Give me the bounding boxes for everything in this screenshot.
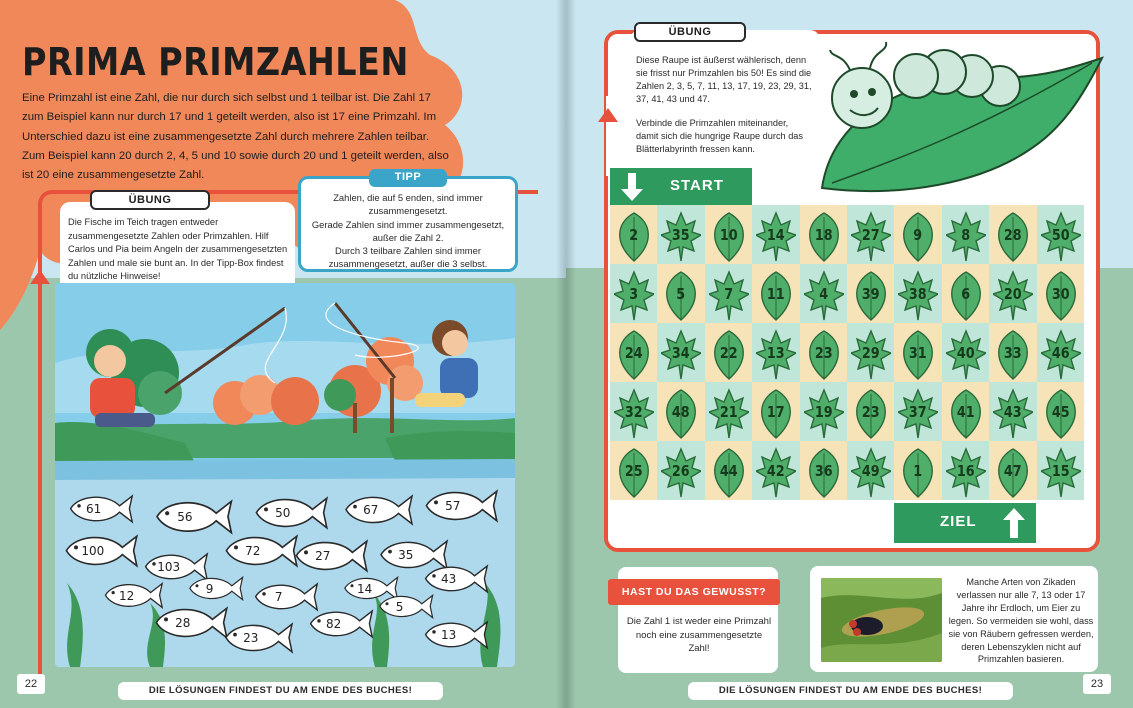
maze-cell-number: 25	[624, 461, 643, 480]
fish[interactable]	[290, 538, 370, 574]
maze-cell[interactable]	[610, 205, 657, 264]
cicada-photo	[821, 578, 942, 662]
fish-number: 9	[205, 581, 214, 596]
maze-cell[interactable]	[989, 323, 1036, 382]
maze-cell-number: 22	[719, 343, 738, 362]
frame-arrow-icon	[30, 270, 50, 290]
maze-cell[interactable]	[752, 264, 799, 323]
maze-cell-number: 24	[624, 343, 643, 362]
page-number-left: 22	[17, 674, 45, 694]
maze-cell-number: 14	[767, 225, 785, 244]
maze-cell[interactable]	[894, 441, 941, 500]
page-number-right: 23	[1083, 674, 1111, 694]
fish[interactable]	[60, 533, 140, 569]
fish[interactable]	[420, 619, 490, 651]
tip-line: Gerade Zahlen sind immer zusammengesetzt, außer die Zahl 2.	[311, 218, 505, 243]
exercise-tag-right: ÜBUNG	[634, 22, 746, 42]
maze-cell-number: 17	[767, 402, 785, 421]
fish-number: 7	[274, 590, 283, 604]
maze-cell-number: 43	[1004, 402, 1022, 421]
maze-cell-number: 32	[624, 402, 643, 421]
cicada-text: Manche Arten von Zikaden verlassen nur alle 7, 13 oder 17 Jahre ihr Erdloch, um Eier zu legen. So vermeiden sie wohl, dass sie von Räubern gefressen werden, deren Lebenszyklen nicht auf Primzahlen basieren.	[948, 577, 1094, 665]
fish-number: 28	[175, 616, 191, 630]
maze-cell-number: 28	[1004, 225, 1022, 244]
maze-cell[interactable]	[942, 323, 989, 382]
maze-cell[interactable]	[610, 264, 657, 323]
maze-cell-number: 33	[1004, 343, 1022, 362]
maze-cell[interactable]	[800, 323, 847, 382]
maze-cell-number: 8	[961, 225, 970, 244]
fish[interactable]	[420, 488, 500, 524]
maze-cell[interactable]	[847, 441, 894, 500]
maze-cell-number: 1	[913, 461, 923, 480]
fish-number: 103	[157, 560, 181, 574]
exercise-tag: ÜBUNG	[90, 190, 210, 210]
maze-cell-number: 15	[1051, 461, 1070, 480]
exercise-text-right	[636, 54, 812, 167]
maze-cell[interactable]	[1037, 205, 1084, 264]
maze-cell[interactable]	[1037, 441, 1084, 500]
maze-cell[interactable]	[942, 382, 989, 441]
maze-cell[interactable]	[847, 264, 894, 323]
maze-cell[interactable]	[657, 323, 704, 382]
caterpillar-on-leaf-illustration	[812, 38, 1112, 198]
fish[interactable]	[305, 608, 375, 640]
maze-cell[interactable]	[752, 382, 799, 441]
maze-cell-number: 27	[861, 225, 880, 244]
maze-cell[interactable]	[610, 382, 657, 441]
maze-cell[interactable]	[610, 441, 657, 500]
maze-cell-number: 16	[956, 461, 975, 480]
maze-cell[interactable]	[705, 382, 752, 441]
fish[interactable]	[250, 495, 330, 531]
fish[interactable]	[185, 575, 245, 602]
fish[interactable]	[220, 533, 300, 569]
maze-cell-number: 5	[676, 284, 686, 303]
maze-cell-number: 48	[672, 402, 690, 421]
maze-goal-banner	[894, 503, 1036, 543]
maze-cell-number: 44	[719, 461, 738, 480]
fish-number: 61	[86, 502, 102, 516]
maze-cell-number: 39	[861, 284, 880, 303]
maze-cell-number: 36	[814, 461, 833, 480]
maze-cell-number: 30	[1051, 284, 1070, 303]
maze-cell[interactable]	[942, 205, 989, 264]
maze-cell-number: 19	[814, 402, 833, 421]
fact-tag: HAST DU DAS GEWUSST?	[608, 579, 780, 605]
maze-cell[interactable]	[705, 441, 752, 500]
maze-cell[interactable]	[1037, 382, 1084, 441]
maze-cell[interactable]	[752, 323, 799, 382]
fish-number: 14	[356, 581, 373, 596]
fact-text: Die Zahl 1 ist weder eine Primzahl noch eine zusammengesetzte Zahl!	[626, 616, 772, 654]
fish[interactable]	[150, 605, 230, 641]
maze-cell[interactable]	[847, 323, 894, 382]
maze-cell[interactable]	[705, 264, 752, 323]
maze-cell[interactable]	[1037, 323, 1084, 382]
maze-cell-number: 47	[1004, 461, 1022, 480]
fish-number: 23	[243, 631, 259, 645]
maze-cell[interactable]	[894, 264, 941, 323]
footer-right: DIE LÖSUNGEN FINDEST DU AM ENDE DES BUCHES!	[688, 682, 1013, 700]
maze-cell-number: 37	[909, 402, 927, 421]
fish-number: 100	[81, 544, 105, 558]
maze-cell-number: 3	[629, 284, 639, 303]
exercise-paragraph: Diese Raupe ist äußerst wählerisch, denn sie frisst nur Primzahlen bis 50! Es sind die Zahlen 2, 3, 5, 7, 11, 13, 17, 19, 23, 29, 31, 37, 41, 43 und 47.	[636, 55, 812, 104]
page-title: PRIMA PRIMZAHLEN	[22, 40, 409, 84]
maze-cell-number: 50	[1051, 225, 1070, 244]
fish-number: 56	[177, 510, 193, 524]
fish-number: 57	[445, 499, 461, 513]
maze-cell-number: 49	[861, 461, 880, 480]
maze-cell[interactable]	[800, 441, 847, 500]
fish[interactable]	[65, 493, 135, 525]
maze-cell[interactable]	[989, 205, 1036, 264]
maze-cell-number: 21	[719, 402, 738, 421]
start-label: START	[670, 177, 724, 194]
fish[interactable]	[150, 498, 235, 536]
maze-cell-number: 9	[913, 225, 923, 244]
maze-cell-number: 18	[814, 225, 833, 244]
arrow-up-icon	[1002, 508, 1026, 538]
intro-text: Eine Primzahl ist eine Zahl, die nur durch sich selbst und 1 teilbar ist. Die Zahl 17 zum Beispiel kann nur durch 17 und 1 geteilt werden, also ist 17 eine Primzahl. Im Unterschied dazu ist eine zusammengesetzte Zahl durch mehrere Zahlen teilbar. Zum Beispiel kann 20 durch 2, 4, 5 und 10 sowie durch 20 und 1 geteilt werden, also ist 20 eine zusammengesetzte Zahl.	[22, 92, 449, 182]
fish-number: 50	[275, 506, 291, 520]
maze-cell[interactable]	[752, 205, 799, 264]
maze-cell-number: 29	[861, 343, 880, 362]
tip-tag: TIPP	[369, 169, 447, 187]
maze-cell-number: 41	[956, 402, 975, 421]
leaf-maze	[610, 205, 1084, 500]
maze-cell-number: 40	[956, 343, 975, 362]
fish[interactable]	[340, 493, 415, 527]
maze-cell-number: 4	[818, 284, 828, 303]
maze-cell-number: 23	[861, 402, 880, 421]
maze-cell[interactable]	[610, 323, 657, 382]
maze-cell[interactable]	[942, 264, 989, 323]
maze-cell-number: 6	[961, 284, 970, 303]
cicada-image	[821, 578, 942, 662]
maze-cell[interactable]	[800, 264, 847, 323]
fish-number: 27	[315, 549, 331, 563]
exercise-box-right	[630, 26, 820, 155]
fish-number: 43	[441, 572, 457, 586]
maze-cell-number: 11	[767, 284, 785, 303]
maze-cell[interactable]	[800, 205, 847, 264]
maze-cell-number: 10	[719, 225, 738, 244]
maze-cell-number: 26	[672, 461, 690, 480]
maze-cell[interactable]	[989, 264, 1036, 323]
book-spine	[556, 0, 576, 708]
maze-cell[interactable]	[894, 323, 941, 382]
tip-line: Durch 3 teilbare Zahlen sind immer zusammengesetzt, außer die 3 selbst.	[328, 245, 488, 270]
goal-label: ZIEL	[940, 513, 977, 530]
left-page	[0, 0, 566, 708]
maze-cell[interactable]	[989, 382, 1036, 441]
fish[interactable]	[420, 563, 490, 595]
maze-cell-number: 2	[629, 225, 639, 244]
tip-text	[305, 191, 511, 271]
maze-cell[interactable]	[657, 264, 704, 323]
footer-left: DIE LÖSUNGEN FINDEST DU AM ENDE DES BUCHES!	[118, 682, 443, 700]
maze-cell-number: 45	[1051, 402, 1070, 421]
fish-number: 67	[363, 503, 379, 517]
maze-cell[interactable]	[657, 441, 704, 500]
maze-cell[interactable]	[847, 205, 894, 264]
maze-cell-number: 42	[767, 461, 785, 480]
maze-cell[interactable]	[894, 382, 941, 441]
cicada-box	[810, 566, 1098, 672]
maze-cell[interactable]	[752, 441, 799, 500]
maze-cell[interactable]	[1037, 264, 1084, 323]
fish-number: 5	[395, 599, 404, 614]
maze-start-banner	[610, 168, 752, 206]
maze-cell-number: 46	[1051, 343, 1070, 362]
maze-cell-number: 13	[767, 343, 785, 362]
exercise-paragraph: Verbinde die Primzahlen miteinander, damit sich die hungrige Raupe durch das Blätterlabyrinth fressen kann.	[636, 118, 804, 154]
maze-cell-number: 7	[724, 284, 733, 303]
fishing-scene	[55, 283, 515, 667]
maze-cell-number: 31	[909, 343, 927, 362]
maze-cell[interactable]	[800, 382, 847, 441]
arrow-down-icon	[620, 173, 644, 201]
fish[interactable]	[375, 593, 435, 620]
maze-cell-number: 34	[672, 343, 690, 362]
maze-cell-number: 35	[672, 225, 690, 244]
maze-cell[interactable]	[705, 205, 752, 264]
maze-cell[interactable]	[705, 323, 752, 382]
maze-cell[interactable]	[894, 205, 941, 264]
fish-number: 82	[326, 617, 342, 631]
fish-number: 13	[441, 628, 457, 642]
maze-cell[interactable]	[942, 441, 989, 500]
maze-cell-number: 23	[814, 343, 833, 362]
tip-box	[298, 171, 518, 272]
maze-cell[interactable]	[847, 382, 894, 441]
exercise-text: Die Fische im Teich tragen entweder zusammengesetzte Zahlen oder Primzahlen. Hilf Carlos und Pia beim Angeln der zusammengesetzten Zahlen und male sie bunt an. In der Tipp-Box findest du nützliche Hinweise!	[68, 217, 288, 281]
fact-box	[618, 567, 778, 673]
maze-cell[interactable]	[657, 205, 704, 264]
fish-number: 12	[119, 588, 135, 603]
fish-number: 35	[398, 548, 414, 562]
tip-line: Zahlen, die auf 5 enden, sind immer zusammengesetzt.	[333, 192, 483, 217]
fish-number: 72	[245, 544, 261, 558]
maze-cell-number: 20	[1004, 284, 1022, 303]
maze-cell[interactable]	[657, 382, 704, 441]
frame-arrow-icon	[598, 108, 618, 128]
maze-cell[interactable]	[989, 441, 1036, 500]
maze-cell-number: 38	[909, 284, 927, 303]
fish[interactable]	[220, 621, 295, 655]
